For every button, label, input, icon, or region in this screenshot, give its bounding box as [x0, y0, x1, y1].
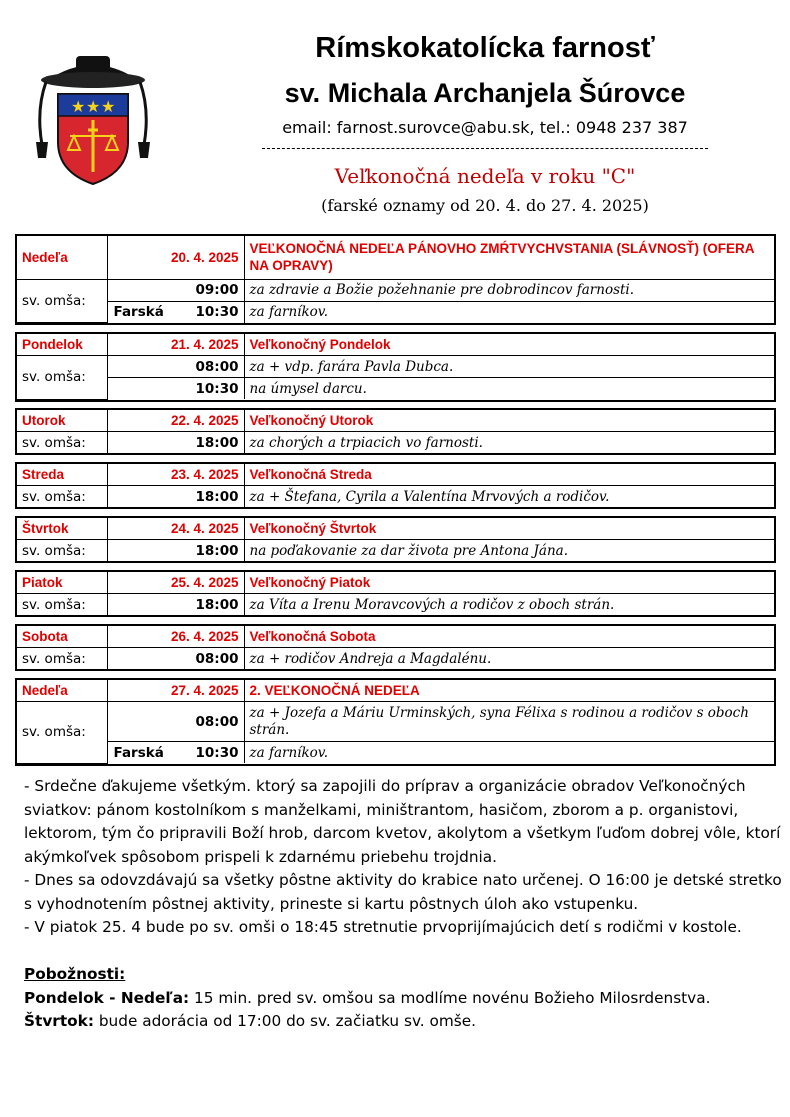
star-icon: ★: [101, 97, 116, 116]
announcement-thanks: - Srdečne ďakujeme všetkým. ktorý sa zapojili do príprav a organizácie obradov Veľkonočných sviatkov: pánom kostolníkom s manželkami, miništrantom, hasičom, zborom a p. organistovi, lektorom, tým čo pripravili Boží hrob, darcom kvetov, akolytom a všetkym ľuďom dobrej vôle, ktorí akýmkoľvek spôsobom prispeli k zdarnému priebehu trojdnia.: [24, 777, 781, 866]
day-date: 23. 4. 2025: [107, 464, 244, 486]
devotion-label: Pondelok - Nedeľa:: [24, 988, 190, 1007]
day-block: [15, 332, 776, 402]
feast-title: Veľkonočná Sobota: [244, 626, 774, 648]
mass-place: Farská: [113, 744, 164, 761]
divider: [262, 148, 708, 149]
mass-label: sv. omša:: [17, 432, 107, 454]
devotions-heading: Pobožnosti:: [24, 965, 126, 983]
feast-title: Veľkonočný Utorok: [244, 410, 774, 432]
day-date: 20. 4. 2025: [107, 236, 244, 279]
day-date: 25. 4. 2025: [107, 572, 244, 594]
day-block: [15, 234, 776, 325]
mass-time: 08:00: [107, 356, 244, 378]
mass-label: sv. omša:: [17, 486, 107, 508]
day-block: [15, 408, 776, 455]
day-date: 21. 4. 2025: [107, 334, 244, 356]
star-icon: ★: [71, 97, 86, 116]
mass-time: 10:30: [195, 744, 239, 761]
day-block: [15, 624, 776, 671]
mass-time: 18:00: [107, 432, 244, 454]
mass-label: sv. omša:: [17, 540, 107, 562]
mass-time: 18:00: [107, 594, 244, 616]
day-name: Streda: [17, 464, 107, 486]
day-name: Štvrtok: [17, 518, 107, 540]
feast-title: Veľkonočný Štvrtok: [244, 518, 774, 540]
day-date: 27. 4. 2025: [107, 680, 244, 702]
day-name: Utorok: [17, 410, 107, 432]
day-name: Nedeľa: [17, 680, 107, 702]
mass-intention: na úmysel darcu.: [244, 378, 774, 400]
mass-place: Farská: [113, 304, 164, 320]
day-block: [15, 570, 776, 617]
day-date: 26. 4. 2025: [107, 626, 244, 648]
feast-title: Veľkonočná Streda: [244, 464, 774, 486]
mass-time: 10:30: [195, 304, 239, 320]
announcement-period: (farské oznamy od 20. 4. do 27. 4. 2025): [321, 196, 649, 215]
mass-label: sv. omša:: [17, 648, 107, 670]
mass-label: sv. omša:: [17, 279, 107, 323]
devotion-text: bude adorácia od 17:00 do sv. začiatku sv. omše.: [93, 1012, 477, 1030]
day-name: Nedeľa: [17, 236, 107, 279]
day-block: [15, 678, 776, 766]
feast-title: Veľkonočný Pondelok: [244, 334, 774, 356]
mass-label: sv. omša:: [17, 356, 107, 400]
mass-intention: za + vdp. farára Pavla Dubca.: [244, 356, 774, 378]
parish-coat-of-arms: [28, 50, 158, 190]
parish-title: Rímskokatolícka farnosť: [315, 32, 655, 64]
mass-time: 08:00: [107, 702, 244, 742]
day-date: 22. 4. 2025: [107, 410, 244, 432]
devotion-text: 15 min. pred sv. omšou sa modlíme novénu Božieho Milosrdenstva.: [189, 988, 711, 1007]
day-name: Sobota: [17, 626, 107, 648]
mass-intention: za farníkov.: [244, 301, 774, 323]
announcements: [24, 775, 784, 1034]
tassel-right-icon: [138, 142, 150, 158]
mass-time: 18:00: [107, 486, 244, 508]
mass-intention: za chorých a trpiacich vo farnosti.: [244, 432, 774, 454]
star-icon: ★: [86, 97, 101, 116]
tassel-left-icon: [36, 142, 48, 158]
announcement-lent-activities: - Dnes sa odovzdávajú sa všetky pôstne aktivity do krabice nato určenej. O 16:00 je detské stretko s vyhodnotením pôstnej aktivity, prineste si kartu pôstnych úloh ako vstupenku.: [24, 871, 782, 913]
mass-intention: za + rodičov Andreja a Magdalénu.: [244, 648, 774, 670]
mass-intention: za zdravie a Božie požehnanie pre dobrodincov farnosti.: [244, 279, 774, 301]
feast-title: Veľkonočný Piatok: [244, 572, 774, 594]
mass-time: 18:00: [107, 540, 244, 562]
mass-intention: za farníkov.: [244, 742, 774, 764]
announcement-first-communion: - V piatok 25. 4 bude po sv. omši o 18:45 stretnutie prvoprijímajúcich detí s rodičmi v kostole.: [24, 918, 742, 936]
day-name: Pondelok: [17, 334, 107, 356]
mass-label: sv. omša:: [17, 594, 107, 616]
mass-time: 08:00: [107, 648, 244, 670]
mass-intention: za + Jozefa a Máriu Urminských, syna Félixa s rodinou a rodičov s oboch strán.: [244, 702, 774, 742]
feast-title: 2. VEĽKONOČNÁ NEDEĽA: [244, 680, 774, 702]
parish-subtitle: sv. Michala Archanjela Šúrovce: [284, 78, 686, 108]
mass-intention: za + Štefana, Cyrila a Valentína Mrvových a rodičov.: [244, 486, 774, 508]
mass-time: 10:30: [107, 378, 244, 400]
mass-label: sv. omša:: [17, 702, 107, 764]
liturgical-title: Veľkonočná nedeľa v roku "C": [334, 164, 636, 188]
contact-info: email: farnost.surovce@abu.sk, tel.: 0948 237 387: [282, 118, 688, 137]
day-block: [15, 462, 776, 509]
devotion-label: Štvrtok:: [24, 1012, 94, 1030]
feast-title: VEĽKONOČNÁ NEDEĽA PÁNOVHO ZMŔTVYCHVSTANIA (SLÁVNOSŤ) (OFERA NA OPRAVY): [244, 236, 774, 279]
day-name: Piatok: [17, 572, 107, 594]
day-block: [15, 516, 776, 563]
mass-intention: za Víta a Irenu Moravcových a rodičov z oboch strán.: [244, 594, 774, 616]
day-date: 24. 4. 2025: [107, 518, 244, 540]
mass-intention: na poďakovanie za dar života pre Antona Jána.: [244, 540, 774, 562]
mass-time: 09:00: [107, 279, 244, 301]
